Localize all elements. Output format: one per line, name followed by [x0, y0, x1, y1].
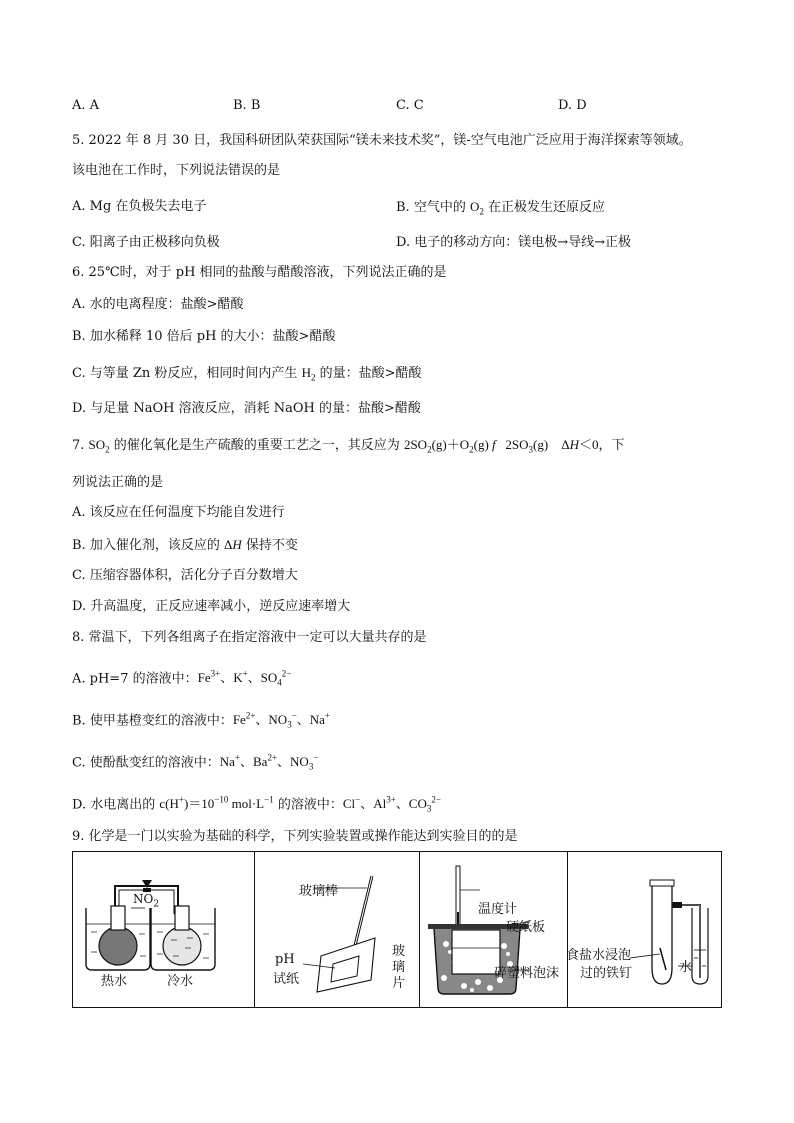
q8-option-a: [72, 665, 291, 692]
q8-option-d: [72, 791, 441, 818]
q5-option-b-post: 在正极发生还原反应: [483, 200, 605, 215]
q9-cell-c: [420, 852, 568, 1007]
q5-stem-line1: 5. 2022 年 8 月 30 日，我国科研团队荣获国际“镁未来技术奖”，镁-空气电池广泛应用于海洋探索等领域。: [72, 133, 692, 148]
q5-option-c: C. 阳离子由正极移向负极: [72, 235, 220, 250]
q7-stem-pre: 7.: [72, 438, 89, 453]
q4-option-a: A. A: [72, 98, 100, 113]
q8-option-d-post: 的溶液中：: [273, 797, 343, 813]
q8-option-d-pre: D. 水电离出的: [72, 797, 160, 813]
q4-option-d: D. D: [558, 98, 587, 113]
q7-option-d: D. 升高温度，正反应速率减小，逆反应速率增大: [72, 599, 351, 614]
q4-option-b: B. B: [233, 98, 261, 113]
q7-stem-line2: 列说法正确的是: [72, 475, 164, 490]
q7-option-c: C. 压缩容器体积，活化分子百分数增大: [72, 568, 298, 583]
q7-stem-mid: 的催化氧化是生产硫酸的重要工艺之一，其反应为: [109, 438, 404, 453]
q5-option-b: [396, 198, 605, 221]
cardboard-label: 硬纸板: [506, 920, 546, 935]
q5-option-a: A. Mg 在负极失去电子: [72, 199, 207, 214]
q6-option-d: D. 与足量 NaOH 溶液反应，消耗 NaOH 的量：盐酸>醋酸: [72, 401, 421, 416]
q8-option-c: [72, 749, 318, 776]
o2-formula: $O_2$: [469, 199, 484, 217]
q6-option-c: [72, 364, 421, 387]
q6-stem: 6. 25℃时，对于 pH 相同的盐酸与醋酸溶液，下列说法正确的是: [72, 265, 447, 280]
glass-slide-label-2: 璃: [392, 960, 406, 975]
q9-apparatus-table: [72, 851, 722, 1008]
q8-concentration: $c(H^+)=10^{-10}$ $mol\cdot L^{-1}$: [159, 795, 274, 812]
q8-ions-c: Na+、$Ba^{2+}$、$NO_3^-$: [219, 753, 319, 772]
q8-ions-b: $Fe^{2+}$、$NO_3^-$、Na+: [232, 711, 331, 730]
q5-option-d: D. 电子的移动方向：镁电极→导线→正极: [396, 235, 632, 250]
hot-water-label: 热水: [101, 974, 128, 989]
q9-cell-a: [73, 852, 255, 1007]
ph-label: pH: [275, 952, 295, 967]
water-label: 水: [679, 960, 693, 975]
q7-option-b-pre: B. 加入催化剂，该反应的: [72, 538, 224, 553]
q9-cell-d: [568, 852, 721, 1007]
q6-option-c-post: 的量：盐酸>醋酸: [315, 366, 422, 381]
test-paper-label: 试纸: [273, 972, 300, 987]
q6-option-a: A. 水的电离程度：盐酸>醋酸: [72, 297, 244, 312]
q7-option-b: [72, 536, 298, 555]
q7-equation: $2SO_2(g)+O_2(g)$ f $2SO_3(g)$ ΔH＜0: [403, 437, 599, 455]
nail-corrosion-figure: [568, 852, 721, 1007]
h2-formula: $H_2$: [301, 365, 316, 383]
glass-slide-label-1: 玻: [392, 944, 406, 959]
q4-option-c: C. C: [396, 98, 424, 113]
q8-stem: 8. 常温下，下列各组离子在指定溶液中一定可以大量共存的是: [72, 630, 427, 645]
calorimeter-figure: [420, 852, 568, 1007]
q8-option-b: [72, 707, 330, 734]
q6-option-c-pre: C. 与等量 Zn 粉反应，相同时间内产生: [72, 366, 302, 381]
nail-label-2: 过的铁钉: [580, 966, 633, 981]
nail-label-1: 食盐水浸泡: [566, 948, 632, 963]
glass-slide-label-3: 片: [392, 976, 406, 991]
q9-stem: 9. 化学是一门以实验为基础的科学，下列实验装置或操作能达到实验目的的是: [72, 829, 518, 844]
q5-option-b-pre: B. 空气中的: [396, 200, 470, 215]
glass-rod-label: 玻璃棒: [299, 884, 339, 899]
q9-cell-b: [255, 852, 420, 1007]
q6-option-b: B. 加水稀释 10 倍后 pH 的大小：盐酸>醋酸: [72, 329, 336, 344]
q8-option-c-text: C. 使酚酞变红的溶液中：: [72, 755, 220, 771]
foam-label: 碎塑料泡沫: [494, 966, 560, 981]
so2-formula: $SO_2$: [88, 437, 110, 455]
cold-water-label: 冷水: [167, 974, 194, 989]
q8-option-b-text: B. 使甲基橙变红的溶液中：: [72, 713, 233, 729]
q7-stem-post: ，下: [598, 438, 625, 453]
delta-h-formula: ΔH: [223, 537, 242, 552]
thermometer-label: 温度计: [478, 902, 518, 917]
q8-ions-a: $Fe^{3+}$、K+、$SO_4^{2-}$: [197, 669, 292, 688]
no2-label: $NO_2$: [133, 892, 160, 910]
q5-stem-line2: 该电池在工作时，下列说法错误的是: [72, 163, 281, 178]
q7-option-b-post: 保持不变: [241, 538, 298, 553]
q7-stem-line1: [72, 436, 624, 459]
q8-ions-d: Cl−、$Al^{3+}$、$CO_3^{2-}$: [342, 795, 441, 814]
q7-option-a: A. 该反应在任何温度下均能自发进行: [72, 505, 285, 520]
q8-option-a-text: A. pH=7 的溶液中：: [72, 671, 198, 687]
